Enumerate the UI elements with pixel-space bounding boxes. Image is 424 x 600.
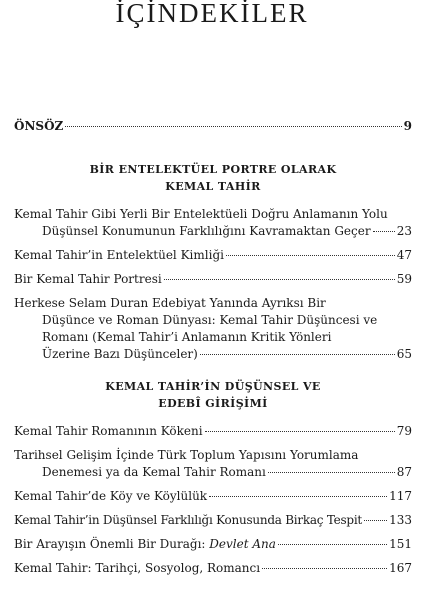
section-heading-1: BİR ENTELEKTÜEL PORTRE OLARAK KEMAL TAHİR xyxy=(89,163,337,193)
toc-entry-5[interactable]: Kemal Tahir Romanının Kökeni 79 xyxy=(14,424,412,438)
page-title: İÇİNDEKİLER xyxy=(115,0,309,28)
toc-entry-page: 151 xyxy=(389,537,412,551)
dot-leader xyxy=(200,354,395,355)
toc-entry-8[interactable]: Kemal Tahir’in Düşünsel Farklılığı Konusunda Birkaç Tespit 133 xyxy=(14,513,412,527)
toc-entry-onsoz[interactable] xyxy=(14,118,412,135)
toc-entry-page: 87 xyxy=(396,465,412,479)
dot-leader xyxy=(364,520,387,521)
toc-entry-page: 65 xyxy=(396,347,412,361)
toc-entry-title: ÖNSÖZ xyxy=(14,119,64,133)
toc-entry-page: 59 xyxy=(396,272,412,286)
dot-leader xyxy=(205,431,395,432)
toc-entry-page: 47 xyxy=(396,248,412,262)
toc-entry-page: 133 xyxy=(389,513,412,527)
section-heading-2: KEMAL TAHİR’İN DÜŞÜNSEL VE EDEBÎ GİRİŞİMİ xyxy=(105,380,321,410)
toc-entry-page: 23 xyxy=(396,224,412,238)
toc-entry-2[interactable]: Kemal Tahir’in Entelektüel Kimliği 47 xyxy=(14,248,412,262)
toc-entry-page: 167 xyxy=(389,561,412,575)
toc-entry-10[interactable]: Kemal Tahir: Tarihçi, Sosyolog, Romancı 167 xyxy=(14,561,412,575)
dot-leader xyxy=(278,544,387,545)
dot-leader xyxy=(226,255,395,256)
dot-leader xyxy=(268,472,395,473)
toc-entry-page: 79 xyxy=(396,424,412,438)
toc-entry-7[interactable]: Kemal Tahir’de Köy ve Köylülük 117 xyxy=(14,489,412,503)
toc-entry-page: 117 xyxy=(389,489,412,503)
dot-leader xyxy=(65,126,401,127)
toc-entry-page: 9 xyxy=(403,119,412,133)
dot-leader xyxy=(164,279,395,280)
dot-leader xyxy=(209,496,387,497)
toc-entry-1[interactable]: Kemal Tahir Gibi Yerli Bir Entelektüeli Doğru Anlamanın Yolu Düşünsel Konumunun Farklılığını Kavramaktan Geçer 23 xyxy=(14,207,412,238)
dot-leader xyxy=(373,231,395,232)
table-of-contents xyxy=(14,118,412,577)
toc-entry-9[interactable]: Bir Arayışın Önemli Bir Durağı: Devlet Ana 151 xyxy=(14,537,412,551)
toc-entry-6[interactable]: Tarihsel Gelişim İçinde Türk Toplum Yapısını Yorumlama Denemesi ya da Kemal Tahir Romanı 87 xyxy=(14,448,412,479)
dot-leader xyxy=(262,568,387,569)
toc-entry-4[interactable]: Herkese Selam Duran Edebiyat Yanında Ayrıksı Bir Düşünce ve Roman Dünyası: Kemal Tahir Düşüncesi ve Romanı (Kemal Tahir’i Anlamanın Kritik Yönleri Üzerine Bazı Düşünceler) 65 xyxy=(14,296,412,361)
toc-entry-3[interactable]: Bir Kemal Tahir Portresi 59 xyxy=(14,272,412,286)
